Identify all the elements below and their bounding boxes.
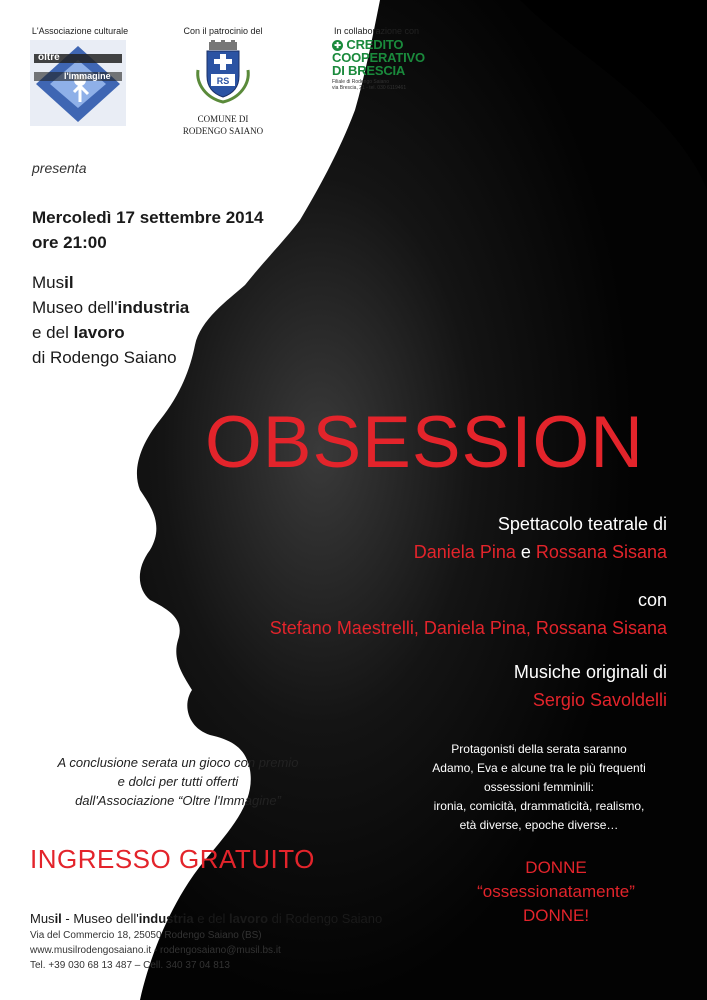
footer-address: Via del Commercio 18, 25050 Rodengo Saiano (BS) — [30, 930, 262, 941]
conclusion-line: dall'Associazione “Oltre l'Immagine” — [75, 793, 281, 808]
event-time: ore 21:00 — [32, 233, 107, 252]
event-datetime — [32, 205, 264, 255]
immagine-logo-text: l'immagine — [64, 71, 111, 81]
bank-line-2: COOPERATIVO — [332, 50, 425, 66]
cast-line: Stefano Maestrelli, Daniela Pina, Rossana Sisana — [269, 618, 667, 638]
show-title: OBSESSION — [205, 402, 645, 483]
footer-1b: il — [54, 911, 62, 926]
bcc-brescia-logo — [332, 38, 432, 91]
comune-line-2: RODENGO SAIANO — [182, 126, 264, 136]
protagonists-text — [408, 740, 670, 835]
footer-1c: - Museo dell' — [61, 911, 139, 926]
collab-label: In collaborazione con — [334, 26, 420, 36]
comune-crest-icon — [192, 40, 254, 104]
free-entry-text: INGRESSO GRATUITO — [30, 844, 315, 874]
oltre-logo-text: oltre — [38, 52, 60, 63]
donne-line: DONNE! — [522, 906, 590, 925]
bank-emblem-icon: ✚ — [332, 40, 343, 51]
footer-1g: di Rodengo Saiano — [268, 911, 383, 926]
bank-line-1-text: CREDITO — [346, 37, 404, 52]
and-word: e — [520, 542, 531, 562]
event-date: Mercoledì 17 settembre 2014 — [32, 208, 264, 227]
footer-1a: Mus — [30, 911, 55, 926]
bank-sub-2: via Brescia, 21 - tel. 030 6119461 — [332, 85, 407, 92]
venue-3b: lavoro — [73, 323, 125, 342]
presenta-text: presenta — [32, 160, 87, 176]
venue-line-1 — [32, 270, 189, 295]
bank-line-3: DI BRESCIA — [332, 63, 406, 79]
music-label: Musiche originali di — [513, 662, 667, 682]
donne-line: “ossessionatamente” — [477, 882, 635, 901]
with-label: con — [637, 590, 667, 610]
venue-line-3 — [32, 320, 189, 345]
conclusion-line: e dolci per tutti offerti — [117, 774, 239, 789]
conclusion-line: A conclusione serata un gioco con premio — [57, 755, 299, 770]
footer-web: www.musilrodengosaiano.it - rodengosaiano@musil.bs.it — [30, 945, 281, 956]
comune-name — [170, 113, 276, 137]
protagonists-line: età diverse, epoche diverse… — [459, 818, 619, 832]
protagonists-line: ironia, comicità, drammaticità, realismo, — [433, 799, 645, 813]
venue-line-2 — [32, 295, 189, 320]
footer-phone: Tel. +39 030 68 13 487 – Cell. 340 37 04 813 — [30, 960, 230, 971]
conclusion-text — [28, 753, 328, 810]
show-label: Spettacolo teatrale di — [497, 514, 667, 534]
footer-1d: industria — [138, 911, 194, 926]
credits-block — [207, 510, 667, 714]
patron-label: Con il patrocinio del — [183, 26, 263, 36]
venue-1b: il — [64, 273, 74, 292]
footer-1f: lavoro — [229, 911, 269, 926]
author-2: Rossana Sisana — [535, 542, 667, 562]
composer-line: Sergio Savoldelli — [532, 690, 667, 710]
assoc-label: L'Associazione culturale — [31, 26, 129, 36]
bank-sub-1: Filiale di Rodengo Saiano — [332, 79, 389, 86]
donne-tagline — [440, 856, 672, 928]
venue-block — [32, 270, 189, 370]
footer-line-1 — [30, 910, 450, 928]
venue-line-4: di Rodengo Saiano — [32, 348, 177, 367]
footer-block — [30, 910, 450, 973]
authors-line — [207, 538, 667, 566]
protagonists-line: Adamo, Eva e alcune tra le più frequenti — [432, 761, 646, 775]
venue-2b: industria — [117, 298, 190, 317]
oltre-immagine-logo — [30, 40, 126, 126]
crest-letters: RS — [216, 76, 230, 86]
venue-2a: Museo dell' — [32, 298, 118, 317]
protagonists-line: Protagonisti della serata saranno — [451, 742, 627, 756]
protagonists-line: ossessioni femminili: — [483, 780, 595, 794]
venue-3a: e del — [32, 323, 74, 342]
author-1: Daniela Pina — [413, 542, 516, 562]
comune-line-1: COMUNE DI — [197, 114, 249, 124]
donne-line: DONNE — [525, 858, 587, 877]
footer-1e: e del — [193, 911, 230, 926]
venue-1a: Mus — [32, 273, 65, 292]
